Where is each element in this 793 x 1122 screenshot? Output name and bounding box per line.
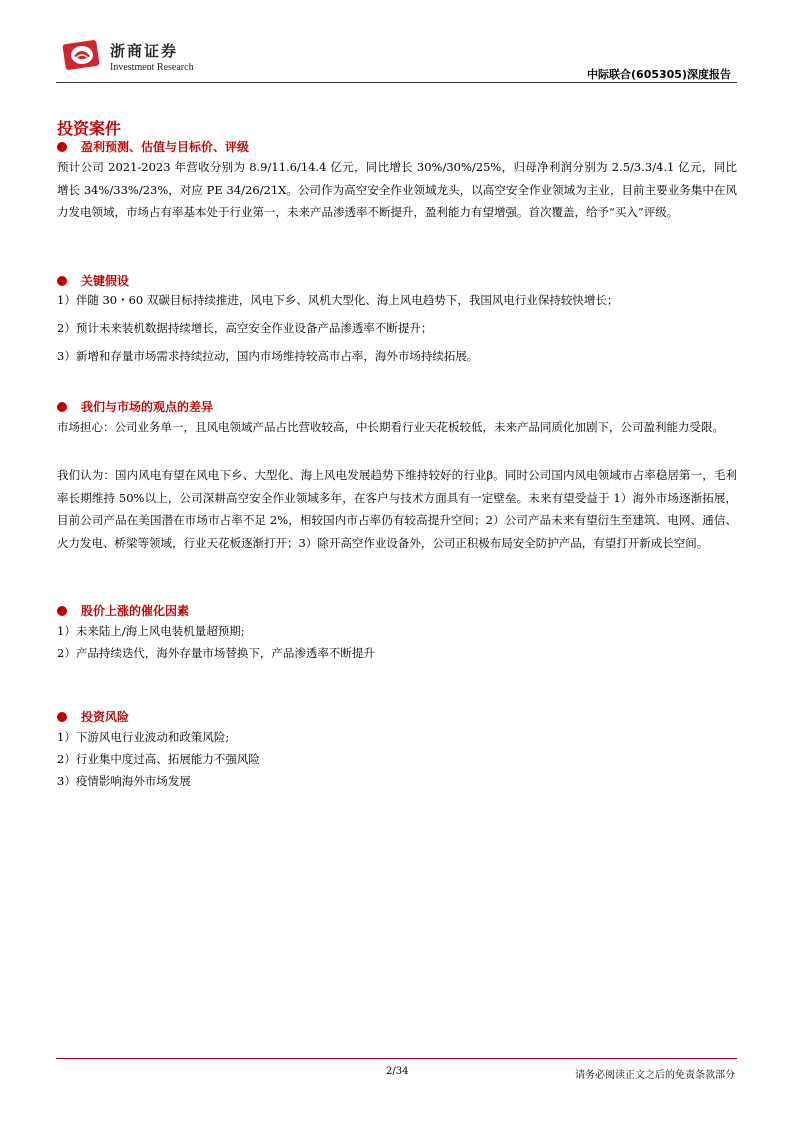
header-divider [56, 82, 737, 83]
section-heading-difference [57, 398, 213, 415]
list-item: 2）行业集中度过高、拓展能力不强风险 [57, 752, 260, 766]
list-item: 1）下游风电行业波动和政策风险; [57, 730, 230, 744]
our-view-paragraph: 我们认为：国内风电有望在风电下乡、大型化、海上风电发展趋势下维持较好的行业β。同时公司国内风电领域市占率稳居第一，毛利率长期维持 50%以上，公司深耕高空安全作业领域多年，在客户与技术方面具有一定壁垒。未来有望受益于 1）海外市场逐渐拓展，目前公司产品在美国潜在市场市占率不足 2%，相较国内市占率仍有较高提升空间；2）公司产品未来有望衍生至建筑、电网、通信、火力发电、桥梁等领域，行业天花板逐渐打开；3）除开高空作业设备外，公司正积极布局安全防护产品，有望打开新成长空间。 [57, 468, 737, 550]
footer-divider [56, 1058, 737, 1059]
section-heading-assumptions [57, 272, 129, 289]
section-heading-catalysts [57, 602, 189, 619]
bullet-dot-icon [57, 276, 67, 286]
section-heading-label: 股价上涨的催化因素 [81, 604, 190, 618]
list-item: 3）新增和存量市场需求持续拉动，国内市场维持较高市占率，海外市场持续拓展。 [57, 349, 479, 363]
section-heading-label: 关键假设 [81, 274, 130, 288]
bullet-dot-icon [57, 712, 67, 722]
section-heading-label: 投资风险 [81, 710, 130, 724]
section-heading-risks [57, 708, 129, 725]
bullet-dot-icon [57, 606, 67, 616]
page-title: 投资案件 [57, 119, 122, 138]
company-logo [62, 36, 106, 72]
list-item: 1）伴随 30・60 双碳目标持续推进，风电下乡、风机大型化、海上风电趋势下，我国风电行业保持较快增长； [57, 293, 619, 307]
forecast-paragraph: 预计公司 2021-2023 年营收分别为 8.9/11.6/14.4 亿元，同比增长 30%/30%/25%，归母净利润分别为 2.5/3.3/4.1 亿元，同比增长 34%/33%/23%，对应 PE 34/26/21X。公司作为高空安全作业领域龙头，以高空安全作业领域为主业，目前主要业务集中在风力发电领域，市场占有率基本处于行业第一，未来产品渗透率不断提升，盈利能力有望增强。首次覆盖，给予“买入”评级。 [57, 160, 737, 219]
section-heading-label: 我们与市场的观点的差异 [81, 400, 214, 414]
page-number: 2/34 [386, 1066, 409, 1077]
list-item: 1）未来陆上/海上风电装机量超预期; [57, 624, 245, 638]
section-heading-forecast [57, 138, 249, 155]
bullet-dot-icon [57, 402, 67, 412]
section-heading-label: 盈利预测、估值与目标价、评级 [81, 140, 250, 154]
list-item: 2）产品持续迭代，海外存量市场替换下，产品渗透率不断提升 [57, 646, 375, 660]
footer-disclaimer: 请务必阅读正文之后的免责条款部分 [575, 1070, 735, 1081]
report-title: 中际联合(605305)深度报告 [587, 68, 731, 81]
list-item: 3）疫情影响海外市场发展 [57, 774, 191, 788]
market-view-paragraph: 市场担心：公司业务单一，且风电领域产品占比营收较高，中长期看行业天花板较低，未来产品同质化加剧下，公司盈利能力受限。 [57, 420, 724, 434]
list-item: 2）预计未来装机数据持续增长，高空安全作业设备产品渗透率不断提升； [57, 321, 433, 335]
bullet-dot-icon [57, 142, 67, 152]
brand-name-en: Investment Research [110, 62, 194, 73]
brand-name-cn: 浙商证券 [110, 42, 179, 60]
